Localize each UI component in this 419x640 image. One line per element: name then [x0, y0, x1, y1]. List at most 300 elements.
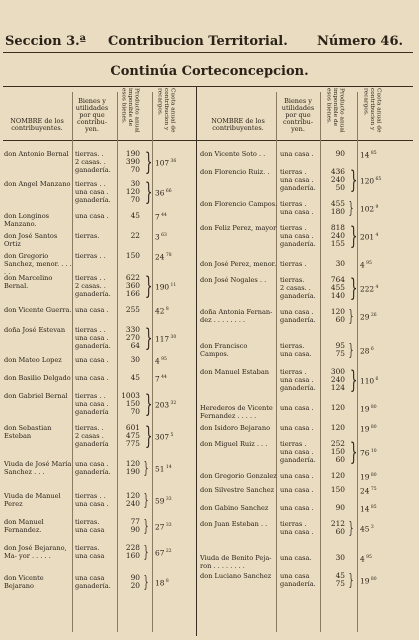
- contributor-name: don Vicente Bejarano: [4, 574, 44, 590]
- product-values: [323, 168, 345, 192]
- annual-quota: [155, 188, 172, 197]
- product-value: 77: [130, 517, 140, 526]
- goods-list: [75, 374, 109, 382]
- goods-list: [75, 574, 111, 590]
- goods-list: [75, 518, 104, 534]
- annual-cents: 85: [369, 505, 377, 510]
- goods-item: una casa .: [75, 460, 109, 468]
- brace: }: [349, 166, 358, 194]
- contributor-name: don Antonio Bernal: [4, 150, 69, 158]
- page-heading: Contribucion Territorial.: [108, 34, 288, 49]
- annual-cents: 22: [164, 549, 172, 554]
- goods-item: tierras.: [75, 544, 100, 552]
- contributor-name: don Gabriel Bernal: [4, 392, 68, 400]
- contributor-name: Viuda de José María Sanchez . . .: [4, 460, 72, 476]
- goods-item: una casa .: [75, 356, 109, 364]
- product-values: [118, 574, 140, 590]
- contributor-name: don Francisco Campos.: [200, 342, 248, 358]
- goods-item: una casa .: [75, 306, 109, 314]
- product-values: [323, 504, 345, 512]
- goods-item: ganadería.: [75, 166, 111, 174]
- contributor-name: don José Perez, menor.: [200, 260, 277, 268]
- goods-item: una casa .: [280, 150, 314, 158]
- annual-quota: [155, 578, 169, 587]
- goods-list: [280, 150, 314, 158]
- annual-cents: 10: [369, 449, 377, 454]
- goods-list: [75, 212, 109, 220]
- goods-item: una casa .: [280, 504, 314, 512]
- goods-list: [280, 472, 314, 480]
- table-top-rule: [3, 86, 413, 87]
- product-values: [323, 200, 345, 216]
- product-value: 190: [125, 467, 140, 476]
- product-values: [118, 460, 140, 476]
- contributor-name: doña José Estevan: [4, 326, 66, 334]
- product-values: [118, 306, 140, 314]
- goods-item: una casa .: [280, 528, 314, 536]
- annual-cents: 80: [369, 473, 377, 478]
- right-goods-header: Bienes y utilidades por que contribu- yen.: [281, 97, 315, 133]
- product-value: 30: [130, 355, 140, 364]
- annual-amount: 110: [360, 376, 375, 386]
- annual-cents: 33: [164, 523, 172, 528]
- contributor-name: don Manuel Fernandez.: [4, 518, 44, 534]
- product-values: [118, 150, 140, 174]
- goods-item: ganadería.: [280, 184, 316, 192]
- product-values: [323, 260, 345, 268]
- annual-cents: 80: [369, 577, 377, 582]
- product-value: 601: [125, 423, 140, 432]
- goods-item: ganadería.: [280, 292, 316, 300]
- product-value: 455: [330, 199, 345, 208]
- annual-amount: 3: [155, 232, 160, 242]
- contributor-name: Herederos de Vicente Fernandez . . . . .: [200, 404, 273, 420]
- annual-amount: 51: [155, 464, 165, 474]
- goods-list: [75, 356, 109, 364]
- goods-list: [75, 180, 111, 204]
- product-value: 150: [125, 251, 140, 260]
- goods-item: ganadería.: [75, 342, 111, 350]
- goods-item: ganadería.: [280, 240, 316, 248]
- goods-item: ganadería.: [75, 582, 111, 590]
- brace: }: [348, 518, 354, 537]
- product-value: 255: [125, 305, 140, 314]
- brace: }: [143, 542, 149, 561]
- goods-item: ganadería.: [280, 580, 316, 588]
- goods-item: una casa .: [280, 424, 314, 432]
- annual-amount: 19: [360, 404, 370, 414]
- goods-list: [280, 520, 314, 536]
- goods-item: una casa .: [280, 404, 314, 412]
- product-value: 75: [335, 349, 345, 358]
- product-value: 436: [330, 167, 345, 176]
- goods-item: tierras.: [75, 518, 100, 526]
- product-value: 90: [335, 503, 345, 512]
- product-values: [118, 374, 140, 382]
- goods-item: una casa.: [280, 554, 312, 562]
- annual-quota: [155, 232, 167, 241]
- product-value: 120: [125, 491, 140, 500]
- right-name-header: NOMBRE de los contribuyentes.: [211, 117, 265, 132]
- product-value: 330: [125, 325, 140, 334]
- product-value: 120: [125, 459, 140, 468]
- annual-cents: 95: [364, 555, 372, 560]
- section-label: Seccion 3.ª: [5, 34, 86, 49]
- product-value: 45: [335, 571, 345, 580]
- product-value: 20: [130, 581, 140, 590]
- annual-quota: [155, 334, 176, 343]
- goods-item: una casa: [75, 526, 105, 534]
- annual-quota: [155, 522, 172, 531]
- goods-list: [75, 492, 109, 508]
- contributor-name: don José Santos Ortiz: [4, 232, 58, 248]
- product-value: 22: [130, 231, 140, 240]
- annual-quota: [155, 464, 172, 473]
- product-value: 240: [330, 231, 345, 240]
- annual-cents: 9: [374, 205, 379, 210]
- annual-cents: 32: [169, 401, 177, 406]
- product-values: [118, 424, 140, 448]
- goods-item: ganadería.: [280, 456, 316, 464]
- contributor-name: don Mateo Lopez: [4, 356, 62, 364]
- annual-quota: [360, 232, 378, 241]
- annual-amount: 19: [360, 472, 370, 482]
- contributor-name: don Vicente Guerra.: [4, 306, 72, 314]
- product-values: [118, 274, 140, 298]
- product-value: 120: [330, 471, 345, 480]
- section-title: Continúa Corteconcepcion.: [110, 64, 309, 79]
- goods-list: [75, 150, 111, 174]
- brace: }: [348, 306, 354, 325]
- annual-cents: 26: [369, 313, 377, 318]
- annual-cents: 8: [164, 579, 169, 584]
- product-value: 1003: [121, 391, 140, 400]
- product-value: 64: [130, 341, 140, 350]
- annual-quota: [155, 282, 176, 291]
- product-values: [118, 180, 140, 204]
- contributor-name: don Gregorio Sanchez, menor. . . . . .: [4, 252, 72, 276]
- annual-amount: 222: [360, 284, 375, 294]
- product-value: 90: [335, 149, 345, 158]
- contributor-name: don Luciano Sanchez: [200, 572, 272, 580]
- product-values: [118, 326, 140, 350]
- annual-quota: [155, 158, 176, 167]
- brace: }: [144, 422, 153, 450]
- annual-cents: 80: [369, 425, 377, 430]
- goods-list: [280, 504, 314, 512]
- goods-item: ganadería: [75, 440, 109, 448]
- goods-item: tierras.: [280, 276, 305, 284]
- product-value: 166: [125, 289, 140, 298]
- brace: }: [143, 572, 149, 591]
- annual-quota: [360, 150, 377, 159]
- product-values: [323, 520, 345, 536]
- left-goods-header: Bienes y utilidades por que contribu- yen.: [75, 97, 109, 133]
- annual-quota: [360, 504, 377, 513]
- product-value: 150: [330, 447, 345, 456]
- annual-amount: 19: [360, 576, 370, 586]
- contributor-name: don Silvestre Sanchez: [200, 486, 275, 494]
- annual-amount: 307: [155, 432, 170, 442]
- annual-amount: 28: [360, 346, 370, 356]
- annual-quota: [360, 554, 372, 563]
- goods-item: tierras .: [280, 440, 307, 448]
- goods-item: una casa .: [280, 486, 314, 494]
- annual-cents: 33: [164, 497, 172, 502]
- product-value: 180: [330, 207, 345, 216]
- annual-cents: 66: [164, 189, 172, 194]
- goods-item: ganadería: [75, 408, 109, 416]
- goods-item: una casa .: [280, 376, 314, 384]
- goods-item: una casa .: [280, 472, 314, 480]
- annual-amount: 19: [360, 424, 370, 434]
- goods-item: ganadería.: [75, 468, 111, 476]
- goods-list: [280, 224, 316, 248]
- annual-amount: 76: [360, 448, 370, 458]
- goods-list: [75, 544, 104, 560]
- left-product-header: Producto anual imponible de esos bienes.: [120, 88, 140, 133]
- goods-item: ganadería.: [75, 290, 111, 298]
- product-value: 70: [130, 165, 140, 174]
- annual-cents: 63: [159, 233, 167, 238]
- contributor-name: don Manuel Estaban: [200, 368, 269, 376]
- product-values: [323, 368, 345, 392]
- annual-amount: 120: [360, 176, 375, 186]
- product-value: 75: [335, 579, 345, 588]
- annual-cents: 3: [369, 525, 374, 530]
- brace: }: [144, 148, 153, 176]
- goods-list: [75, 252, 106, 260]
- annual-quota: [360, 472, 377, 481]
- product-values: [118, 492, 140, 508]
- product-value: 228: [125, 543, 140, 552]
- goods-item: tierras .: [280, 368, 307, 376]
- goods-item: tierras.: [75, 232, 100, 240]
- annual-cents: 36: [169, 159, 177, 164]
- product-value: 60: [335, 527, 345, 536]
- annual-cents: 95: [159, 357, 167, 362]
- annual-amount: 14: [360, 504, 370, 514]
- product-value: 455: [330, 283, 345, 292]
- brace: }: [348, 570, 354, 589]
- top-rule: [3, 52, 413, 53]
- goods-list: [280, 404, 314, 412]
- annual-cents: 44: [159, 375, 167, 380]
- product-values: [323, 486, 345, 494]
- page-number: Número 46.: [317, 34, 404, 49]
- goods-list: [280, 342, 312, 358]
- product-value: 120: [330, 423, 345, 432]
- goods-item: una casa: [280, 572, 310, 580]
- annual-amount: 4: [155, 356, 160, 366]
- product-value: 140: [330, 291, 345, 300]
- product-values: [323, 224, 345, 248]
- goods-list: [75, 392, 109, 416]
- product-values: [323, 308, 345, 324]
- brace: }: [144, 178, 153, 206]
- product-values: [323, 404, 345, 412]
- annual-amount: 201: [360, 232, 375, 242]
- brace: }: [143, 458, 149, 477]
- product-value: 60: [335, 455, 345, 464]
- product-value: 90: [130, 525, 140, 534]
- contributor-name: don Florencio Campos.: [200, 200, 278, 208]
- contributor-name: don Basilio Delgado: [4, 374, 71, 382]
- annual-amount: 190: [155, 282, 170, 292]
- goods-list: [280, 440, 316, 464]
- brace: }: [144, 324, 153, 352]
- annual-quota: [360, 376, 378, 385]
- product-values: [118, 518, 140, 534]
- annual-amount: 7: [155, 374, 160, 384]
- product-value: 775: [125, 439, 140, 448]
- goods-item: tierras .: [280, 520, 307, 528]
- product-value: 622: [125, 273, 140, 282]
- product-values: [323, 472, 345, 480]
- product-values: [323, 342, 345, 358]
- product-value: 30: [335, 553, 345, 562]
- annual-quota: [360, 486, 377, 495]
- goods-item: una casa .: [75, 188, 109, 196]
- annual-amount: 4: [360, 260, 365, 270]
- goods-item: 2 casas. .: [75, 282, 106, 290]
- annual-quota: [360, 176, 381, 185]
- product-value: 30: [130, 179, 140, 188]
- contributor-name: don Isidoro Bejarano: [200, 424, 271, 432]
- goods-list: [280, 200, 314, 216]
- header-bottom-rule: [3, 140, 413, 141]
- goods-list: [75, 424, 109, 448]
- annual-quota: [360, 448, 377, 457]
- annual-cents: 80: [369, 405, 377, 410]
- product-value: 120: [125, 187, 140, 196]
- product-value: 240: [330, 375, 345, 384]
- contributor-name: don Longinos Manzano.: [4, 212, 50, 228]
- goods-item: ganadería.: [75, 196, 111, 204]
- contributor-name: don José Nogales . .: [200, 276, 267, 284]
- annual-quota: [155, 212, 167, 221]
- contributor-name: Viuda de Manuel Perez: [4, 492, 61, 508]
- product-value: 95: [335, 341, 345, 350]
- annual-cents: 78: [164, 253, 172, 258]
- annual-cents: 4: [374, 233, 379, 238]
- brace: }: [349, 274, 358, 302]
- goods-list: [75, 460, 111, 476]
- product-value: 90: [130, 573, 140, 582]
- goods-item: tierras .: [280, 168, 307, 176]
- goods-item: tierras . .: [75, 180, 106, 188]
- product-value: 240: [125, 499, 140, 508]
- annual-cents: 4: [374, 285, 379, 290]
- annual-quota: [155, 496, 172, 505]
- annual-amount: 45: [360, 524, 370, 534]
- annual-quota: [155, 400, 176, 409]
- goods-list: [280, 260, 306, 268]
- goods-list: [280, 368, 316, 392]
- annual-quota: [360, 576, 377, 585]
- left-name-header: NOMBRE de los contribuyentes.: [10, 117, 64, 132]
- product-value: 70: [130, 195, 140, 204]
- annual-quota: [155, 432, 173, 441]
- contributor-name: don Juan Esteban . .: [200, 520, 268, 528]
- annual-cents: 75: [369, 487, 377, 492]
- rule-line: [320, 92, 321, 632]
- goods-item: 2 casas. .: [75, 158, 106, 166]
- right-product-header: Producto anual imponible de esos bienes.: [325, 88, 345, 133]
- annual-cents: 8: [164, 307, 169, 312]
- annual-cents: 6: [374, 377, 379, 382]
- product-value: 300: [330, 367, 345, 376]
- product-values: [323, 150, 345, 158]
- product-values: [118, 232, 140, 240]
- annual-amount: 42: [155, 306, 165, 316]
- product-value: 60: [335, 315, 345, 324]
- goods-list: [75, 306, 109, 314]
- goods-list: [280, 168, 316, 192]
- goods-item: tierras .: [280, 200, 307, 208]
- product-value: 475: [125, 431, 140, 440]
- annual-quota: [155, 356, 167, 365]
- annual-amount: 102: [360, 204, 375, 214]
- annual-amount: 117: [155, 334, 170, 344]
- product-value: 30: [335, 259, 345, 268]
- annual-amount: 27: [155, 522, 165, 532]
- annual-amount: 14: [360, 150, 370, 160]
- product-value: 190: [125, 149, 140, 158]
- product-value: 50: [335, 183, 345, 192]
- goods-item: una casa .: [75, 212, 109, 220]
- contributor-name: don Gabino Sanchez: [200, 504, 269, 512]
- annual-quota: [360, 260, 372, 269]
- annual-cents: 65: [374, 177, 382, 182]
- contributor-name: don José Bejarano, Ma- yor . . . . .: [4, 544, 67, 560]
- annual-quota: [360, 424, 377, 433]
- annual-quota: [155, 374, 167, 383]
- column-divider: [196, 86, 197, 636]
- goods-item: una casa .: [280, 176, 314, 184]
- annual-quota: [360, 204, 378, 213]
- goods-item: una casa .: [280, 308, 314, 316]
- goods-item: una casa .: [280, 208, 314, 216]
- goods-item: tierras . .: [75, 274, 106, 282]
- annual-cents: 30: [169, 335, 177, 340]
- product-value: 212: [330, 519, 345, 528]
- product-value: 124: [330, 383, 345, 392]
- product-values: [323, 572, 345, 588]
- goods-list: [75, 232, 99, 240]
- product-value: 818: [330, 223, 345, 232]
- product-value: 120: [330, 403, 345, 412]
- goods-item: 2 casas. .: [280, 284, 311, 292]
- goods-list: [280, 276, 316, 300]
- contributor-name: don Miguel Ruiz . . .: [200, 440, 268, 448]
- brace: }: [143, 516, 149, 535]
- product-value: 45: [130, 211, 140, 220]
- contributor-name: don Feliz Perez, mayor: [200, 224, 277, 232]
- product-value: 390: [125, 157, 140, 166]
- product-values: [118, 544, 140, 560]
- product-values: [118, 392, 140, 416]
- goods-item: 2 casas .: [75, 432, 104, 440]
- contributor-name: don Gregorio Gonzalez: [200, 472, 277, 480]
- goods-item: tierras . .: [75, 392, 106, 400]
- goods-item: una casa .: [280, 448, 314, 456]
- goods-list: [75, 326, 111, 350]
- goods-item: una casa .: [75, 400, 109, 408]
- annual-cents: 11: [169, 283, 177, 288]
- brace: }: [144, 272, 153, 300]
- product-values: [323, 424, 345, 432]
